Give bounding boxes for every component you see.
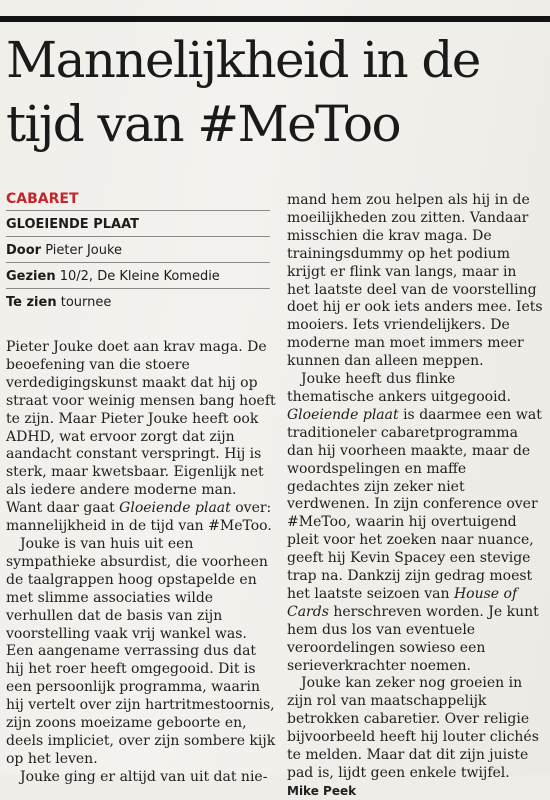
series-title-italic: House of Cards (287, 585, 518, 620)
seen-value: 10/2, De Kleine Komedie (59, 269, 220, 284)
headline-line-2: tijd van #MeToo (6, 95, 400, 153)
to-see-label: Te zien (6, 295, 57, 310)
top-rule (0, 16, 550, 22)
show-title: GLOEIENDE PLAAT (6, 214, 270, 237)
to-see-value: tournee (60, 295, 112, 310)
paragraph-1-text: Pieter Jouke doet aan krav maga. De beoefening van die stoere verdedigingskunst maakt dat hij op straat voor weinig mensen bang hoeft te zijn. Maar Pieter Jouke heeft ook ADHD, wat ervoor zorgt dat zijn aandacht constant verspringt. Hij is sterk, maar kwetsbaar. Eigenlijk net als iedere andere moderne man. Want daar gaat (6, 339, 276, 517)
show-title-italic-2: Gloeiende plaat (287, 406, 399, 423)
seen-row (6, 266, 270, 289)
author-byline: Mike Peek (287, 783, 357, 798)
seen-label: Gezien (6, 269, 56, 284)
paragraph-2: Jouke is van huis uit een sympathieke absurdist, die voorheen de taalgrappen hoog opstapelde en met slimme associaties wilde verhullen dat de basis van zijn voorstelling vaak vrij wankel was. Een aangename verrassing dus dat hij het roer heeft omgegooid. Dit is een persoonlijk programma, waarin hij vertelt over zijn hartritmestoornis, zijn zoons moeizame geboorte en, deels impliciet, over zijn sombere kijk op het leven. (6, 535, 276, 767)
category-label: CABARET (6, 188, 270, 211)
paragraph-6: Jouke kan zeker nog groeien in zijn rol van maatschappelijk betrokken cabaretier. Over religie bijvoorbeeld heeft hij louter clichés te melden. Maar dat dit zijn juiste pad is, lijdt geen enkele twijfel. (287, 675, 539, 781)
author-label: Door (6, 243, 42, 258)
headline-line-1: Mannelijkheid in de (6, 31, 480, 89)
author-value: Pieter Jouke (45, 243, 123, 258)
headline (6, 28, 546, 156)
paragraph-5-text-a: Jouke heeft dus flinke thematische ankers uitgegooid. (287, 371, 511, 405)
article-column-2 (287, 192, 543, 800)
author-row (6, 240, 270, 263)
paragraph-3: Jouke ging er altijd van uit dat nie- (20, 768, 268, 785)
paragraph-1 (6, 339, 276, 536)
article-column-1 (6, 339, 276, 787)
to-see-row (6, 292, 270, 314)
paragraph-5 (287, 371, 543, 675)
paragraph-1-end: over: mannelijkheid in de tijd van #MeToo. (6, 500, 272, 535)
review-info-box (6, 188, 270, 317)
paragraph-5-text-b: is daarmee een wat traditioneler cabaretprogramma dan hij voorheen maakte, maar de woordspelingen en maffe gedachtes zijn zeker niet verdwenen. In zijn conference over #MeToo, waarin hij overtuigend pleit voor het zoeken naar nuance, geeft hij Kevin Spacey een stevige trap na. Dankzij zijn gedrag moest het laatste seizoen van (287, 406, 542, 602)
show-title-italic: Gloeiende plaat (119, 500, 231, 517)
paragraph-5-text-c: herschreven worden. Je kunt hem dus los van eventuele veroordelingen sowieso een serieverkrachter noemen. (287, 603, 539, 674)
paragraph-4: mand hem zou helpen als hij in de moeilijkheden zou zitten. Vandaar misschien die krav maga. De trainingsdummy op het podium krijgt er flink van langs, maar in het laatste deel van de voorstelling doet hij er ook iets anders mee. Iets mooiers. Iets vriendelijkers. De moderne man moet immers meer kunnen dan alleen meppen. (287, 192, 543, 370)
